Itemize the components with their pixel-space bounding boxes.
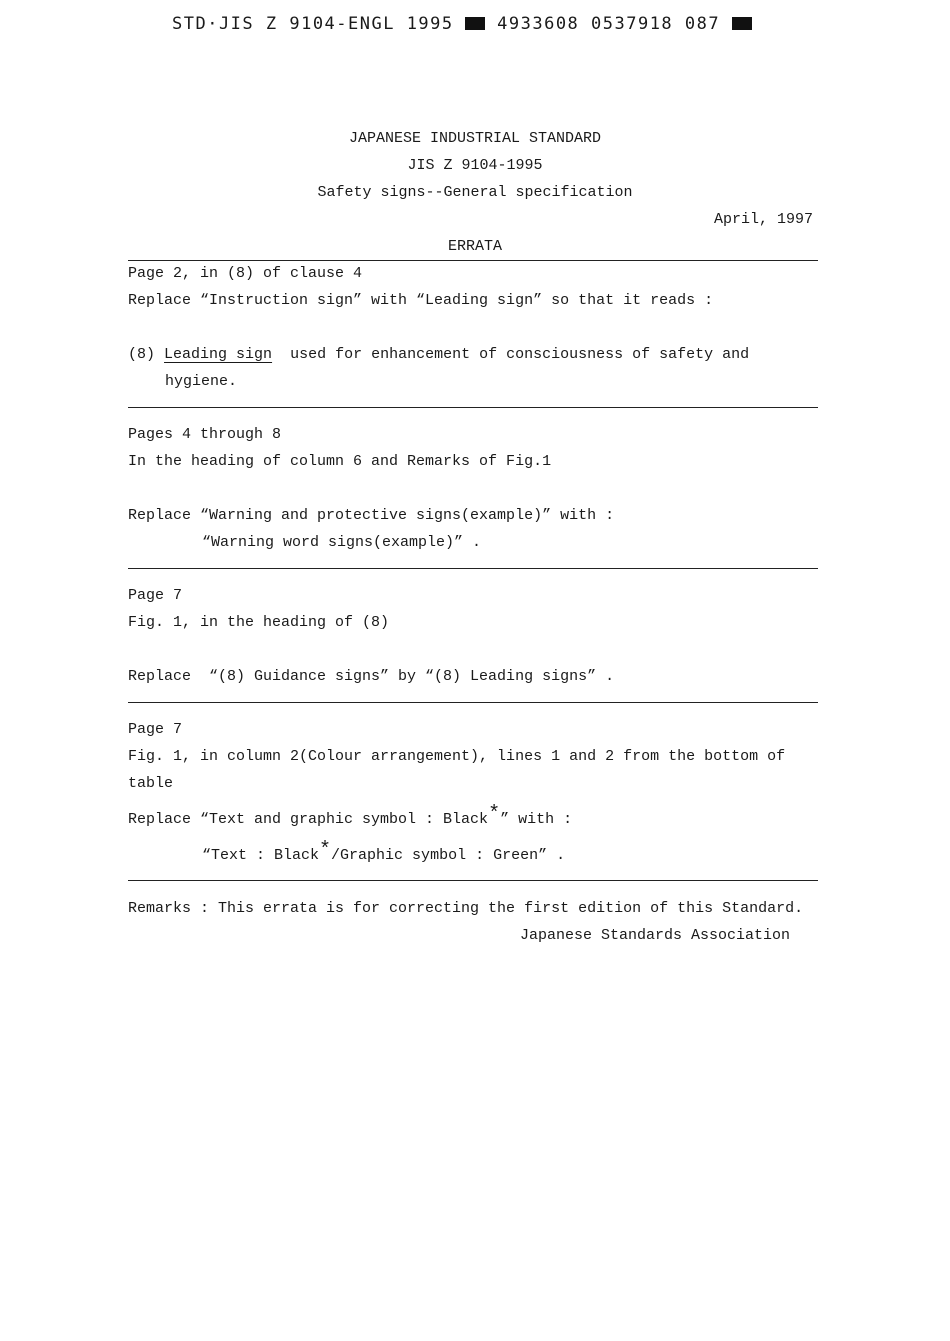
item-number: (8) bbox=[128, 346, 156, 363]
item-definition-continued: hygiene. bbox=[165, 373, 238, 390]
section1-instruction: Replace “Instruction sign” with “Leading sign” so that it reads : bbox=[128, 292, 714, 309]
section3-page-ref: Page 7 bbox=[128, 587, 183, 604]
black-block-mark bbox=[465, 17, 485, 30]
errata-date: April, 1997 bbox=[714, 211, 814, 228]
section3-location: Fig. 1, in the heading of (8) bbox=[128, 614, 390, 631]
section1-page-ref: Page 2, in (8) of clause 4 bbox=[128, 265, 363, 282]
standard-number: JIS Z 9104-1995 bbox=[407, 157, 543, 174]
section2-location: In the heading of column 6 and Remarks of Fig.1 bbox=[128, 453, 552, 470]
section1-item bbox=[128, 346, 749, 364]
section2-instruction: Replace “Warning and protective signs(example)” with : bbox=[128, 507, 615, 524]
divider bbox=[128, 407, 818, 408]
divider bbox=[128, 568, 818, 569]
asterisk-mark: * bbox=[488, 803, 501, 826]
section3-instruction: Replace “(8) Guidance signs” by “(8) Leading signs” . bbox=[128, 668, 615, 685]
black-block-mark bbox=[732, 17, 752, 30]
issuer: Japanese Standards Association bbox=[520, 927, 791, 944]
item-term: Leading sign bbox=[164, 346, 273, 363]
stamp-code: STD·JIS Z 9104-ENGL 1995 bbox=[172, 14, 454, 34]
instruction-text: Replace “Text and graphic symbol : Black bbox=[128, 811, 489, 828]
divider bbox=[128, 880, 818, 881]
section4-location: Fig. 1, in column 2(Colour arrangement), lines 1 and 2 from the bottom of bbox=[128, 748, 786, 765]
item-definition: used for enhancement of consciousness of safety and bbox=[290, 346, 750, 363]
section4-instruction bbox=[128, 803, 573, 829]
remarks: Remarks : This errata is for correcting the first edition of this Standard. bbox=[128, 900, 804, 917]
section2-page-ref: Pages 4 through 8 bbox=[128, 426, 282, 443]
divider bbox=[128, 260, 818, 261]
standard-heading: JAPANESE INDUSTRIAL STANDARD bbox=[348, 130, 602, 147]
replacement-text-end: /Graphic symbol : Green” . bbox=[331, 847, 566, 864]
section4-replacement bbox=[202, 839, 566, 865]
section4-page-ref: Page 7 bbox=[128, 721, 183, 738]
section4-location-continued: table bbox=[128, 775, 174, 792]
divider bbox=[128, 702, 818, 703]
instruction-text-end: ” with : bbox=[500, 811, 573, 828]
replacement-text: “Text : Black bbox=[202, 847, 320, 864]
errata-heading: ERRATA bbox=[447, 238, 502, 255]
asterisk-mark: * bbox=[319, 839, 332, 862]
section2-replacement: “Warning word signs(example)” . bbox=[202, 534, 482, 551]
stamp-numbers: 4933608 0537918 087 bbox=[497, 14, 721, 34]
standard-title: Safety signs--General specification bbox=[317, 184, 633, 201]
document-stamp bbox=[172, 14, 752, 34]
